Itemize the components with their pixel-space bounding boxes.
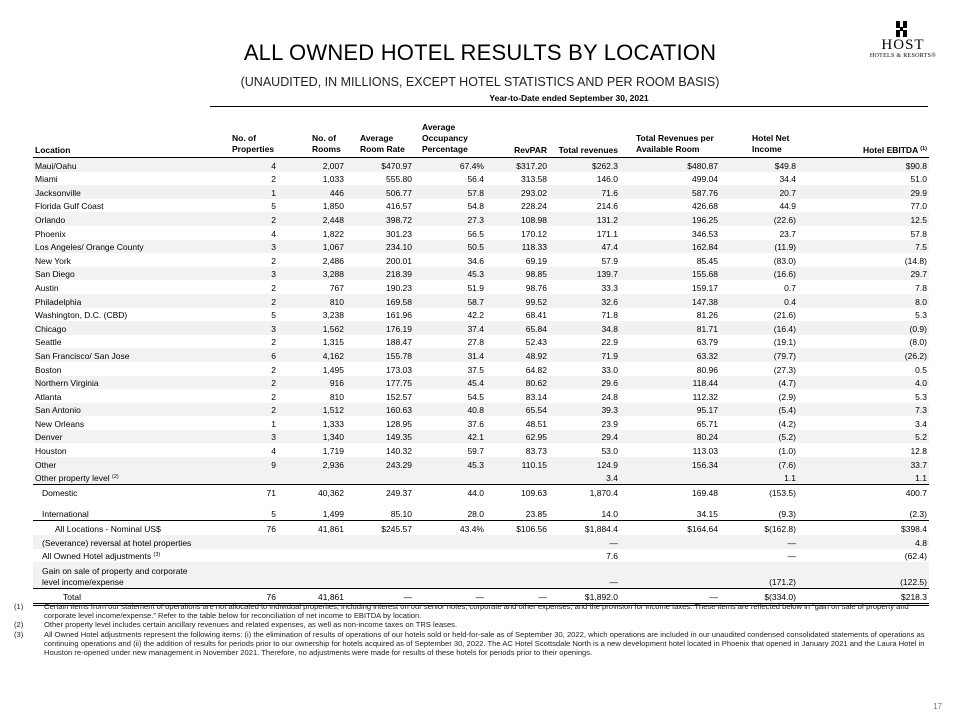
value-cell: 1,719	[322, 446, 344, 457]
table-row	[33, 280, 929, 294]
value-cell: 29.7	[798, 267, 929, 281]
value-cell: 810	[329, 391, 344, 402]
value-cell: 916	[278, 376, 346, 390]
value-cell: 42.1	[414, 430, 486, 444]
value-cell: 1,067	[278, 240, 346, 254]
value-cell: 3	[208, 240, 278, 254]
value-cell: (5.4)	[720, 403, 798, 417]
value-cell: 200.01	[386, 255, 412, 266]
table-row	[33, 240, 929, 254]
table-row-international: International 5 1,499 85.10 28.0 23.85 14.0 34.15 (9.3) (2.3)	[42, 509, 927, 520]
location-cell: Washington, D.C. (CBD)	[35, 310, 128, 321]
value-cell: 188.47	[386, 337, 412, 348]
value-cell: 71.6	[549, 185, 620, 199]
value-cell: $90.8	[798, 158, 929, 172]
value-cell: 155.68	[620, 267, 720, 281]
footnote: (2) Other property level includes certain ancillary revenues and related expenses, as well as non-income taxes on TRS leases.	[14, 620, 458, 630]
value-cell: 65.84	[486, 321, 549, 335]
page-title: ALL OWNED HOTEL RESULTS BY LOCATION	[243, 40, 717, 65]
location-cell: Philadelphia	[33, 294, 208, 308]
value-cell: 80.24	[620, 430, 720, 444]
col-total-revenues: Total revenues	[549, 122, 620, 158]
table-row	[33, 158, 929, 172]
value-cell: 169.58	[346, 294, 414, 308]
value-cell: 51.0	[910, 174, 927, 185]
value-cell: 2,007	[278, 158, 346, 172]
value-cell: 9	[208, 457, 278, 471]
value-cell: 160.63	[346, 403, 414, 417]
value-cell: 27.8	[467, 337, 484, 348]
value-cell: 48.92	[486, 348, 549, 362]
location-cell: Phoenix	[35, 228, 66, 239]
col-occupancy: Average Occupancy Percentage	[414, 122, 486, 158]
location-cell: Other	[33, 457, 208, 471]
value-cell: 2,486	[322, 255, 344, 266]
value-cell: 4.0	[798, 376, 929, 390]
value-cell: 3,288	[278, 267, 346, 281]
table-row-gain-on-sale: Gain on sale of property and corporate level income/expense — (171.2) (122.5)	[33, 562, 929, 589]
value-cell: 99.52	[486, 294, 549, 308]
value-cell: 555.80	[386, 174, 412, 185]
value-cell: 45.3	[414, 457, 486, 471]
table-row	[33, 403, 929, 417]
value-cell: 0.5	[915, 364, 927, 375]
value-cell: (2.9)	[778, 391, 796, 402]
value-cell: 0.7	[784, 282, 796, 293]
value-cell: $470.97	[346, 158, 414, 172]
value-cell: 426.68	[692, 201, 718, 212]
location-cell: Chicago	[33, 321, 208, 335]
value-cell: 4,162	[278, 348, 346, 362]
value-cell: 2	[271, 255, 276, 266]
value-cell: 40.8	[414, 403, 486, 417]
value-cell: 293.02	[486, 185, 549, 199]
value-cell: $317.20	[486, 158, 549, 172]
value-cell: 173.03	[386, 364, 412, 375]
value-cell: 506.77	[346, 185, 414, 199]
value-cell: 170.12	[521, 228, 547, 239]
value-cell: (0.9)	[798, 321, 929, 335]
value-cell: 34.6	[467, 255, 484, 266]
location-cell: Los Angeles/ Orange County	[33, 240, 208, 254]
logo-tagline: HOTELS & RESORTS®	[869, 53, 937, 59]
value-cell: 1,333	[322, 418, 344, 429]
value-cell: 71.8	[601, 310, 618, 321]
value-cell: 34.8	[549, 321, 620, 335]
col-ebitda: Hotel EBITDA $^{(1)}$	[798, 122, 929, 158]
value-cell: 3	[208, 267, 278, 281]
value-cell: 33.0	[601, 364, 618, 375]
value-cell: 59.7	[467, 446, 484, 457]
value-cell: 23.7	[779, 228, 796, 239]
value-cell: 8.0	[798, 294, 929, 308]
value-cell: 68.41	[525, 310, 547, 321]
value-cell: 499.04	[692, 174, 718, 185]
value-cell: 4	[271, 446, 276, 457]
value-cell: 218.39	[346, 267, 414, 281]
period-header: Year-to-Date ended September 30, 2021	[210, 93, 928, 107]
location-cell: Atlanta	[35, 391, 62, 402]
value-cell: 56.4	[467, 174, 484, 185]
spacer-row	[33, 499, 929, 507]
value-cell: 80.62	[486, 376, 549, 390]
value-cell: 65.54	[486, 403, 549, 417]
value-cell: 54.5	[467, 391, 484, 402]
table-row	[33, 457, 929, 471]
value-cell: 51.9	[467, 282, 484, 293]
value-cell: 45.3	[414, 267, 486, 281]
value-cell: 39.3	[549, 403, 620, 417]
value-cell: 2	[271, 364, 276, 375]
value-cell: 27.3	[414, 212, 486, 226]
value-cell: 767	[329, 282, 344, 293]
value-cell: 83.73	[525, 446, 547, 457]
value-cell: 3,238	[322, 310, 344, 321]
value-cell: 2	[271, 174, 276, 185]
value-cell: 2,936	[278, 457, 346, 471]
header-row	[33, 122, 929, 158]
value-cell: 346.53	[692, 228, 718, 239]
table-row	[33, 443, 929, 457]
value-cell: 62.95	[486, 430, 549, 444]
value-cell: 1,562	[278, 321, 346, 335]
value-cell: 2	[208, 403, 278, 417]
value-cell: 446	[278, 185, 346, 199]
value-cell: 80.96	[696, 364, 718, 375]
value-cell: (83.0)	[773, 255, 796, 266]
value-cell: 159.17	[692, 282, 718, 293]
value-cell: 5.2	[798, 430, 929, 444]
value-cell: 37.4	[414, 321, 486, 335]
value-cell: 3	[208, 430, 278, 444]
value-cell: 1,340	[278, 430, 346, 444]
location-cell: Boston	[35, 364, 62, 375]
value-cell: 57.9	[601, 255, 618, 266]
value-cell: 810	[278, 294, 346, 308]
value-cell: 1,315	[322, 337, 344, 348]
footnote: (1) Certain items from our statement of operations are not allocated to individual properties, including interest on our senior notes, corporate and other expenses, and the provision for income taxes. These items are reflected below in “gain on sale of property and corporate level income/expense.” Refer to the table below for reconciliation of net income to EBITDA by location.	[14, 602, 909, 621]
value-cell: 95.17	[620, 403, 720, 417]
value-cell: 196.25	[620, 212, 720, 226]
value-cell: (21.6)	[773, 310, 796, 321]
location-cell: New York	[35, 255, 71, 266]
value-cell: 69.19	[525, 255, 547, 266]
table-row-adjustments: All Owned Hotel adjustments $^{(3)}$ 7.6 — (62.4)	[42, 551, 927, 562]
value-cell: 71.9	[549, 348, 620, 362]
footnotes	[14, 602, 929, 657]
value-cell: 12.5	[798, 212, 929, 226]
value-cell: 118.33	[486, 240, 549, 254]
page-subtitle: (UNAUDITED, IN MILLIONS, EXCEPT HOTEL STATISTICS AND PER ROOM BASIS)	[240, 75, 720, 89]
value-cell: 12.8	[910, 446, 927, 457]
host-logo	[866, 20, 940, 59]
value-cell: 53.0	[601, 446, 618, 457]
value-cell: 77.0	[910, 201, 927, 212]
table-row-total: Total 76 41,861 — — — $1,892.0 — $(334.0) $218.3	[33, 589, 929, 605]
location-cell: Seattle	[35, 337, 62, 348]
value-cell: 58.7	[414, 294, 486, 308]
value-cell: (11.9)	[720, 240, 798, 254]
value-cell: 57.8	[414, 185, 486, 199]
value-cell: (1.0)	[778, 446, 796, 457]
value-cell: 98.85	[486, 267, 549, 281]
value-cell: 5.3	[915, 391, 927, 402]
value-cell: 234.10	[346, 240, 414, 254]
value-cell: 2	[271, 282, 276, 293]
value-cell: 243.29	[346, 457, 414, 471]
value-cell: 112.32	[692, 391, 718, 402]
table-row	[33, 226, 929, 240]
value-cell: 81.71	[620, 321, 720, 335]
value-cell: 301.23	[386, 228, 412, 239]
value-cell: 1	[208, 185, 278, 199]
value-cell: (4.7)	[720, 376, 798, 390]
value-cell: 1,850	[322, 201, 344, 212]
value-cell: 37.6	[467, 418, 484, 429]
table-row	[33, 348, 929, 362]
value-cell: 63.32	[620, 348, 720, 362]
location-cell: San Antonio	[33, 403, 208, 417]
value-cell: $262.3	[549, 158, 620, 172]
value-cell: 155.78	[346, 348, 414, 362]
value-cell: 63.79	[696, 337, 718, 348]
value-cell: 1	[271, 418, 276, 429]
value-cell: 67.4%	[414, 158, 486, 172]
location-cell: New Orleans	[35, 418, 85, 429]
value-cell: 56.5	[467, 228, 484, 239]
value-cell: 152.57	[386, 391, 412, 402]
value-cell: 2,448	[278, 212, 346, 226]
col-properties: No. of Properties	[208, 122, 278, 158]
value-cell: 52.43	[525, 337, 547, 348]
value-cell: 64.82	[525, 364, 547, 375]
value-cell: 44.9	[779, 201, 796, 212]
value-cell: 33.7	[798, 457, 929, 471]
value-cell: 228.24	[521, 201, 547, 212]
location-cell: San Francisco/ San Jose	[33, 348, 208, 362]
value-cell: 176.19	[346, 321, 414, 335]
value-cell: (5.2)	[720, 430, 798, 444]
value-cell: 65.71	[696, 418, 718, 429]
value-cell: $49.8	[720, 158, 798, 172]
value-cell: 29.9	[798, 185, 929, 199]
table-row	[33, 335, 929, 349]
value-cell: 131.2	[549, 212, 620, 226]
value-cell: 33.3	[601, 282, 618, 293]
value-cell: 3.4	[915, 418, 927, 429]
location-cell: Miami	[35, 174, 58, 185]
value-cell: 398.72	[346, 212, 414, 226]
table-row	[33, 376, 929, 390]
table-row	[33, 389, 929, 403]
table-row	[33, 199, 929, 213]
table-row	[33, 294, 929, 308]
logo-wordmark: HOST	[881, 37, 925, 53]
value-cell: 5.3	[915, 310, 927, 321]
value-cell: 23.9	[601, 418, 618, 429]
value-cell: 147.38	[620, 294, 720, 308]
value-cell: (4.2)	[778, 418, 796, 429]
value-cell: 416.57	[386, 201, 412, 212]
value-cell: 5	[271, 310, 276, 321]
table-row-other-property-level: Other property level $^{(2)}$ 3.4 1.1 1.1	[33, 471, 929, 485]
value-cell: 162.84	[620, 240, 720, 254]
value-cell: 190.23	[386, 282, 412, 293]
value-cell: 48.51	[525, 418, 547, 429]
table-row-domestic: Domestic 71 40,362 249.37 44.0 109.63 1,870.4 169.48 (153.5) 400.7	[33, 485, 929, 499]
col-adr: Average Room Rate	[346, 122, 414, 158]
table-row	[33, 321, 929, 335]
value-cell: 34.4	[779, 174, 796, 185]
value-cell: (8.0)	[909, 337, 927, 348]
value-cell: 1,512	[278, 403, 346, 417]
value-cell: 3	[208, 321, 278, 335]
location-cell: Maui/Oahu	[33, 158, 208, 172]
value-cell: 81.26	[696, 310, 718, 321]
value-cell: 146.0	[596, 174, 618, 185]
value-cell: 171.1	[596, 228, 618, 239]
value-cell: 177.75	[346, 376, 414, 390]
col-net-income: Hotel Net Income	[720, 122, 798, 158]
location-cell: Houston	[35, 446, 67, 457]
value-cell: 128.95	[386, 418, 412, 429]
value-cell: 2	[271, 391, 276, 402]
table-row	[33, 362, 929, 376]
value-cell: 20.7	[720, 185, 798, 199]
value-cell: 149.35	[346, 430, 414, 444]
value-cell: 47.4	[549, 240, 620, 254]
value-cell: (79.7)	[720, 348, 798, 362]
value-cell: 42.2	[467, 310, 484, 321]
value-cell: $480.87	[620, 158, 720, 172]
value-cell: 31.4	[414, 348, 486, 362]
table-row	[33, 308, 929, 322]
value-cell: 6	[208, 348, 278, 362]
value-cell: 50.5	[414, 240, 486, 254]
value-cell: 7.8	[915, 282, 927, 293]
value-cell: 57.8	[910, 228, 927, 239]
table-row	[33, 267, 929, 281]
value-cell: 54.8	[467, 201, 484, 212]
table-row	[33, 172, 929, 186]
table-row-all-locations: All Locations - Nominal US$ 76 41,861 $245.57 43.4% $106.56 $1,884.4 $164.64 $(162.8) $398.4	[33, 521, 929, 535]
value-cell: (16.4)	[720, 321, 798, 335]
location-cell: Northern Virginia	[33, 376, 208, 390]
col-location: Location	[33, 122, 208, 158]
value-cell: 37.5	[467, 364, 484, 375]
value-cell: 29.4	[549, 430, 620, 444]
page-number: 17	[933, 702, 942, 711]
location-cell: Austin	[35, 282, 59, 293]
value-cell: 4	[271, 228, 276, 239]
value-cell: (7.6)	[720, 457, 798, 471]
value-cell: 139.7	[549, 267, 620, 281]
value-cell: 24.8	[601, 391, 618, 402]
value-cell: 108.98	[486, 212, 549, 226]
value-cell: 1,495	[322, 364, 344, 375]
value-cell: 1,033	[322, 174, 344, 185]
value-cell: 0.4	[720, 294, 798, 308]
value-cell: 7.5	[798, 240, 929, 254]
col-rooms: No. of Rooms	[278, 122, 346, 158]
table-row-severance: (Severance) reversal at hotel properties — — 4.8	[33, 535, 929, 549]
value-cell: (19.1)	[773, 337, 796, 348]
location-cell: Jacksonville	[33, 185, 208, 199]
value-cell: 2	[208, 376, 278, 390]
value-cell: (27.3)	[773, 364, 796, 375]
value-cell: 313.58	[521, 174, 547, 185]
value-cell: 29.6	[549, 376, 620, 390]
location-cell: Denver	[33, 430, 208, 444]
value-cell: 140.32	[386, 446, 412, 457]
value-cell: 156.34	[620, 457, 720, 471]
value-cell: 161.96	[386, 310, 412, 321]
value-cell: 214.6	[596, 201, 618, 212]
host-logo-icon	[894, 20, 912, 38]
results-table	[33, 122, 929, 606]
value-cell: 2	[208, 294, 278, 308]
col-rev-per-room: Total Revenues per Available Room	[620, 122, 720, 158]
value-cell: 118.44	[620, 376, 720, 390]
value-cell: 2	[208, 212, 278, 226]
location-cell: San Diego	[33, 267, 208, 281]
value-cell: (26.2)	[798, 348, 929, 362]
table-row	[33, 416, 929, 430]
value-cell: (22.6)	[720, 212, 798, 226]
footnote: (3) All Owned Hotel adjustments represent the following items: (i) the elimination of results of operations of our hotels sold or held-for-sale as of September 30, 2022, which operations are included in our unaudited condensed consolidated statements of operations as continuing operations and (ii) the addition of results for periods prior to our ownership for hotels acquired as of September 30, 2022. The AC Hotel Scottsdale North is a new development hotel located in Phoenix that opened in January 2021 and the Laura Hotel in Houston re-opened under new management in November 2021. Therefore, no adjustments were made for results of these hotels for periods prior to their openings.	[14, 629, 925, 658]
value-cell: 83.14	[525, 391, 547, 402]
value-cell: 587.76	[620, 185, 720, 199]
value-cell: 32.6	[549, 294, 620, 308]
value-cell: 2	[271, 337, 276, 348]
value-cell: 7.3	[798, 403, 929, 417]
table-row	[33, 430, 929, 444]
location-cell: Orlando	[33, 212, 208, 226]
table-row	[33, 253, 929, 267]
value-cell: (16.6)	[720, 267, 798, 281]
value-cell: 22.9	[601, 337, 618, 348]
value-cell: 98.76	[525, 282, 547, 293]
value-cell: (14.8)	[904, 255, 927, 266]
value-cell: 110.15	[486, 457, 549, 471]
value-cell: 1,822	[322, 228, 344, 239]
table-row	[33, 185, 929, 199]
table-row	[33, 212, 929, 226]
value-cell: 124.9	[549, 457, 620, 471]
value-cell: 5	[271, 201, 276, 212]
value-cell: 4	[208, 158, 278, 172]
value-cell: 85.45	[696, 255, 718, 266]
value-cell: 113.03	[692, 446, 718, 457]
col-revpar: RevPAR	[486, 122, 549, 158]
value-cell: 45.4	[414, 376, 486, 390]
location-cell: Florida Gulf Coast	[35, 201, 104, 212]
